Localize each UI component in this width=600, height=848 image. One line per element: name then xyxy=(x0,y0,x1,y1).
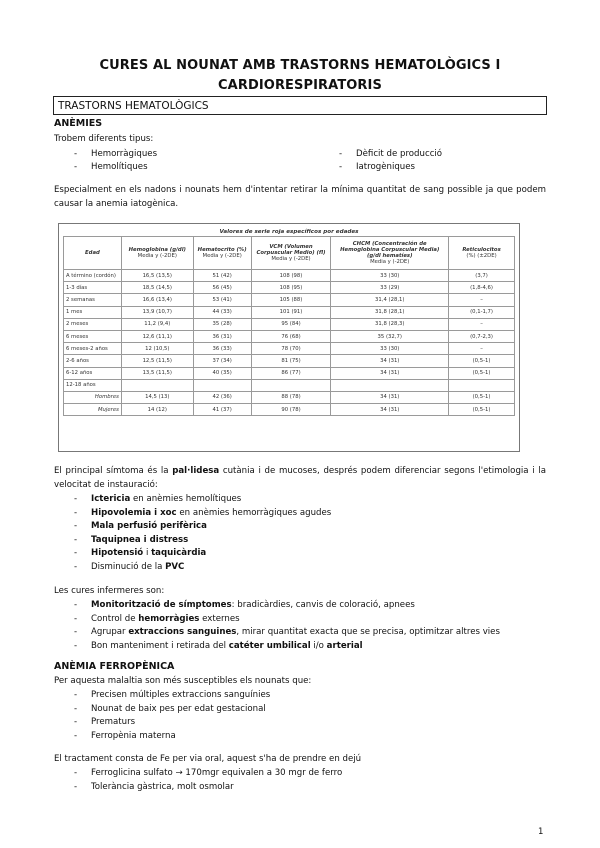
table-cell-hb: 12 (10,5) xyxy=(121,343,193,355)
list-item-text: Disminució de la PVC xyxy=(91,562,185,572)
col-vcm: VCM (Volumen Corpuscular Medio) (fl) Media y (-2DE) xyxy=(251,237,331,270)
list-item xyxy=(74,626,500,639)
table-cell-hto: 56 (45) xyxy=(193,282,251,294)
page-number: 1 xyxy=(538,827,544,837)
list-item: - xyxy=(74,149,78,159)
list-dash: - xyxy=(74,768,78,778)
table-cell-hto: 53 (41) xyxy=(193,294,251,306)
table-cell-vcm: 108 (95) xyxy=(251,282,331,294)
table-cell-ret: (0,7-2,3) xyxy=(449,330,515,342)
anemies-intro: Trobem diferents tipus: xyxy=(54,134,154,144)
list-item-text: Taquipnea i distress xyxy=(91,534,189,545)
col-ret: Reticulocitos (%) (±2DE) xyxy=(449,237,515,270)
list-item xyxy=(74,703,266,716)
table-cell-hto: 51 (42) xyxy=(193,270,251,282)
list-item-text: Mala perfusió perifèrica xyxy=(91,521,207,532)
table-cell-edad: 6 meses xyxy=(64,330,122,342)
table-cell-hb: 14 (12) xyxy=(121,404,193,416)
table-cell-hto: 40 (35) xyxy=(193,367,251,379)
table-cell-vcm: 90 (78) xyxy=(251,404,331,416)
list-dash: - xyxy=(74,781,78,792)
list-dash: - xyxy=(74,521,78,532)
table-cell-hb: 12,6 (11,1) xyxy=(121,330,193,342)
sintoma-paragraph: El principal símtoma és la pal·lidesa cutània i de mucoses, després podem diferenciar segons l'etimologia i la velocitat de instauració: xyxy=(54,466,546,490)
list-item-text: Ictericia en anèmies hemolítiques xyxy=(91,494,242,504)
title-line-1: CURES AL NOUNAT AMB TRASTORNS HEMATOLÒGICS I xyxy=(99,58,501,73)
table-row xyxy=(64,270,515,282)
ferro-intro: Per aquesta malaltia son més susceptibles els nounats que: xyxy=(54,676,312,686)
list-item-text: Control de hemorràgies externes xyxy=(91,613,240,624)
list-item xyxy=(74,767,343,780)
list-item-text: Hipotensió i taquicàrdia xyxy=(91,548,207,559)
list-item xyxy=(74,507,332,520)
list-item-text: Precisen múltiples extraccions sanguínies xyxy=(91,690,271,700)
col-hto: Hematocrito (%) Media y (-2DE) xyxy=(193,237,251,270)
table-cell-vcm: 76 (68) xyxy=(251,330,331,342)
table-cell-chcm: 33 (30) xyxy=(331,270,449,282)
table-cell-chcm: 31,8 (28,3) xyxy=(331,318,449,330)
table-cell-ret: – xyxy=(449,294,515,306)
table-cell-hto: 36 (33) xyxy=(193,343,251,355)
table-row xyxy=(64,330,515,342)
table-cell-chcm: 31,8 (28,1) xyxy=(331,306,449,318)
table-cell-ret: (0,1-1,7) xyxy=(449,306,515,318)
table-cell-edad: 1-3 días xyxy=(64,282,122,294)
list-item xyxy=(74,520,207,533)
list-item xyxy=(74,730,176,743)
table-cell-ret: (0,5-1) xyxy=(449,367,515,379)
list-dash: - xyxy=(74,640,78,651)
list-dash: - xyxy=(74,703,78,714)
list-item xyxy=(74,613,240,626)
table-cell-chcm: 34 (31) xyxy=(331,367,449,379)
table-cell-vcm: 101 (91) xyxy=(251,306,331,318)
table-cell-hb: 11,2 (9,4) xyxy=(121,318,193,330)
table-cell-hb: 18,5 (14,5) xyxy=(121,282,193,294)
table-cell-hto: 37 (34) xyxy=(193,355,251,367)
table-row xyxy=(64,294,515,306)
table-cell-hb: 13,5 (11,5) xyxy=(121,367,193,379)
table-cell-edad: 2-6 años xyxy=(64,355,122,367)
table-cell-edad: 1 mes xyxy=(64,306,122,318)
table-cell-vcm: 78 (70) xyxy=(251,343,331,355)
table-cell-ret: – xyxy=(449,343,515,355)
list-item xyxy=(74,716,136,729)
table-cell-ret: (3,7) xyxy=(449,270,515,282)
table-cell-edad: 6-12 años xyxy=(64,367,122,379)
list-item xyxy=(74,599,415,612)
table-cell-hto: 35 (28) xyxy=(193,318,251,330)
col-chcm: CHCM (Concentración de Hemoglobina Corpuscular Media) (g/dl hematíes) Media y (-2DE) xyxy=(331,237,449,270)
list-item: Dèficit de producció xyxy=(356,149,443,159)
list-dash: - xyxy=(74,507,78,518)
list-dash: - xyxy=(74,548,78,559)
list-item xyxy=(74,547,207,560)
table-cell-chcm: 35 (32,7) xyxy=(331,330,449,342)
table-cell-edad: 2 semanas xyxy=(64,294,122,306)
list-item-text: Monitorització de símptomes: bradicàrdies, canvis de coloració, apnees xyxy=(91,600,415,610)
table-cell-hb: 13,9 (10,7) xyxy=(121,306,193,318)
table-cell-chcm: 31,4 (28,1) xyxy=(331,294,449,306)
col-hb: Hemoglobina (g/dl) Media y (-2DE) xyxy=(121,237,193,270)
list-item-text: Hipovolemia i xoc en anèmies hemorràgiques agudes xyxy=(91,507,332,518)
table-cell-hto: 36 (31) xyxy=(193,330,251,342)
list-dash: - xyxy=(74,627,78,638)
table-cell-hb: 16,6 (13,4) xyxy=(121,294,193,306)
list-item: Iatrogèniques xyxy=(356,162,416,172)
list-dash: - xyxy=(74,730,78,741)
list-item: - xyxy=(74,162,78,172)
list-item xyxy=(74,493,242,506)
section-header: TRASTORNS HEMATOLÒGICS xyxy=(53,96,547,115)
anemies-paragraph: Especialment en els nadons i nounats hem d'intentar retirar la mínima quantitat de sang possible ja que podem causar la anemia iatogènica. xyxy=(54,185,546,209)
list-item-text: Prematurs xyxy=(91,717,136,728)
list-dash: - xyxy=(74,494,78,504)
anemies-heading: ANÈMIES xyxy=(54,118,103,129)
list-item-text: Bon manteniment i retirada del catéter umbilical i/o arterial xyxy=(91,640,363,651)
table-cell-ret: (1,8-4,6) xyxy=(449,282,515,294)
table-cell-hb: 12,5 (11,5) xyxy=(121,355,193,367)
table-cell-edad: 6 meses-2 años xyxy=(64,343,122,355)
cures-intro: Les cures infermeres son: xyxy=(54,586,165,596)
list-dash: - xyxy=(74,690,78,700)
table-row xyxy=(64,355,515,367)
table-row: 12-18 años xyxy=(64,379,515,391)
list-item xyxy=(74,689,271,702)
table-cell-chcm: 34 (31) xyxy=(331,404,449,416)
table-cell-vcm: 86 (77) xyxy=(251,367,331,379)
values-table xyxy=(63,227,515,416)
list-item-text: Ferroglicina sulfato → 170mgr equivalen a 30 mgr de ferro xyxy=(91,768,343,778)
list-dash: - xyxy=(74,613,78,624)
table-row xyxy=(64,318,515,330)
red-series-table xyxy=(58,223,520,452)
table-caption: Valores de serie roja específicos por edades xyxy=(219,228,359,235)
list-item-text: Ferropènia materna xyxy=(91,730,176,741)
table-cell-ret: – xyxy=(449,318,515,330)
table-cell-edad: 2 meses xyxy=(64,318,122,330)
list-item: - xyxy=(339,149,343,159)
table-cell-vcm: 108 (98) xyxy=(251,270,331,282)
tractament-text: El tractament consta de Fe per via oral, aquest s'ha de prendre en dejú xyxy=(54,754,362,764)
table-cell-hb: 16,5 (13,5) xyxy=(121,270,193,282)
table-cell-chcm: 33 (30) xyxy=(331,343,449,355)
page-title xyxy=(40,56,560,96)
table-cell-ret: (0,5-1) xyxy=(449,391,515,403)
list-dash: - xyxy=(74,717,78,728)
table-cell-chcm: 33 (29) xyxy=(331,282,449,294)
table-cell-hb: 14,5 (13) xyxy=(121,391,193,403)
table-cell-hto: 42 (36) xyxy=(193,391,251,403)
ferro-heading: ANÈMIA FERROPÈNICA xyxy=(54,661,175,672)
table-row xyxy=(64,282,515,294)
table-cell-hto: 44 (33) xyxy=(193,306,251,318)
list-item-text: Agrupar extraccions sanguines, mirar quantitat exacta que se precisa, optimitzar altres vies xyxy=(91,627,500,638)
table-row xyxy=(64,343,515,355)
list-item: Hemolítiques xyxy=(91,162,148,172)
table-cell-vcm: 95 (84) xyxy=(251,318,331,330)
list-item-text: Tolerància gàstrica, molt osmolar xyxy=(91,781,234,792)
table-cell-vcm: 88 (78) xyxy=(251,391,331,403)
col-edad: Edad xyxy=(64,237,122,270)
table-cell-ret: (0,5-1) xyxy=(449,404,515,416)
list-dash: - xyxy=(74,600,78,610)
table-row xyxy=(64,306,515,318)
table-cell-edad: Hombres xyxy=(64,391,122,403)
table-cell-edad: A término (cordón) xyxy=(64,270,122,282)
table-cell-vcm: 81 (75) xyxy=(251,355,331,367)
table-cell-vcm: 105 (88) xyxy=(251,294,331,306)
table-row xyxy=(64,391,515,403)
table-cell-edad: Mujeres xyxy=(64,404,122,416)
list-item: Hemorràgiques xyxy=(91,149,158,159)
table-cell-ret: (0,5-1) xyxy=(449,355,515,367)
list-item xyxy=(74,534,189,547)
table-cell-hto: 41 (37) xyxy=(193,404,251,416)
list-item xyxy=(74,561,185,574)
table-row xyxy=(64,404,515,416)
list-item xyxy=(74,640,363,653)
title-line-2: CARDIORESPIRATORIS xyxy=(218,78,382,93)
table-cell-chcm: 34 (31) xyxy=(331,355,449,367)
list-dash: - xyxy=(74,534,78,545)
table-cell-chcm: 34 (31) xyxy=(331,391,449,403)
list-dash: - xyxy=(74,562,78,572)
list-item-text: Nounat de baix pes per edat gestacional xyxy=(91,703,266,714)
list-item: - xyxy=(339,162,343,172)
list-item xyxy=(74,781,234,794)
table-row xyxy=(64,367,515,379)
